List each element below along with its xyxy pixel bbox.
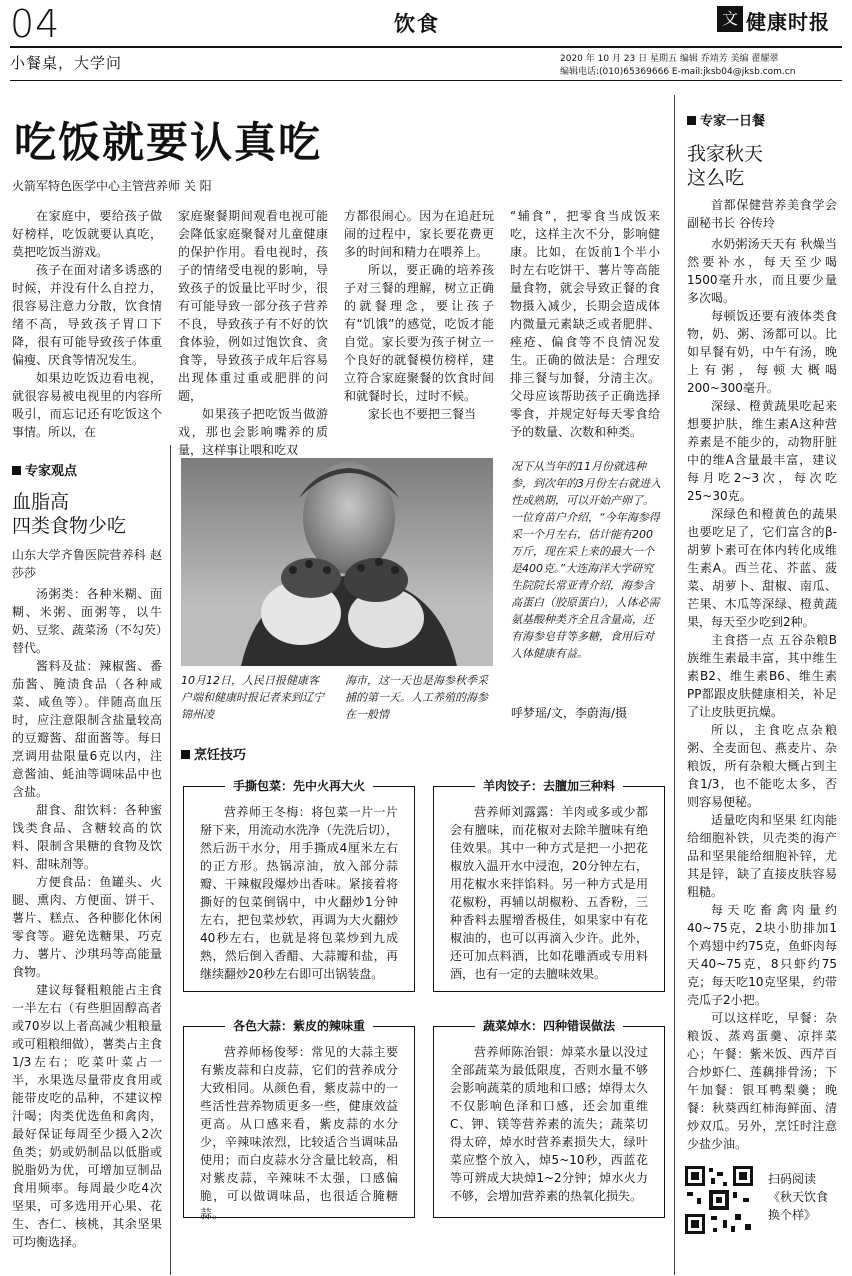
paragraph: 孩子在面对诸多诱惑的时候，并没有什么自控力，很容易注意力分散，饮食情绪不高，导致孩子胃口下降，很有可能导致孩子体重偏瘦、厌食等情况发生。 [12,263,162,367]
label-text: 专家一日餐 [700,114,766,129]
paragraph: 方便食品：鱼罐头、火腿、熏肉、方便面、饼干、薯片、糕点、各种膨化休闲零食等。避免选糖果、巧克力、薯片、沙琪玛等高能量食物。 [12,875,162,979]
paragraph: 所以，主食吃点杂粮粥、全麦面包、燕麦片、杂粮饭，所有杂粮大概占到主食1/3，也不能吃太多，否则容易便秘。 [687,723,837,809]
cooking-tips-label [181,744,246,763]
tip-card [183,779,415,992]
tip-card-text: 营养师陈治银：焯菜水量以没过全部蔬菜为最低限度，否则水量不够会影响蔬菜的质地和口感；焯得太久不仅影响色泽和口感，还会加重维C、钾、镁等营养素的流失；蔬菜切得太碎，焯水时营养素损失大，绿叶菜应整个放入，焯5~10秒，西蓝花等可辨成大块焯1~2分钟；焯水火力不够，会增加营养素的热氧化损失。 [450,1045,648,1203]
article-column-2 [178,207,328,459]
tip-card-title: 手撕包菜：先中火再大火 [225,777,373,794]
photo-caption-part3: 况下从当年的11月份就选种参，到次年的3月份左右就进入性成熟期，可以开始产卵了。一位育苗户介绍，“今年海参得采一个月左右，估计能有200万斤，现在采上来的最大一个是400克。”大连海洋大学研究生院院长常亚青介绍，海参含高蛋白（胶原蛋白），人体必需氨基酸种类齐全且含量高，还有海参皂苷等多糖，食用后对人体健康有益。 [511,460,661,660]
qr-pattern [683,1164,755,1236]
qr-caption [768,1170,844,1224]
paragraph: 水奶粥汤天天有 秋燥当然要补水，每天至少喝1500毫升水，而且要少量多次喝。 [687,237,837,305]
article-column-3 [344,207,494,423]
photo-caption-part2: 海市，这一天也是海参秋季采捕的第一天。人工养殖的海参在一般情 [345,674,488,721]
editor-contact: 编辑电话:(010)65369666 E-mail:jksb04@jksb.com.cn [560,67,796,77]
expert-view-author: 山东大学齐鲁医院营养科 赵莎莎 [12,548,162,580]
expert-view-title-2: 四类食物少吃 [12,515,127,537]
expert-day-author: 首都保健营养美食学会副秘书长 谷传玲 [687,198,837,230]
paragraph: 主食搭一点 五谷杂粮B族维生素最丰富，其中维生素B2、维生素B6、维生素PP都跟皮肤健康相关，补足了让皮肤更抗燥。 [687,633,837,719]
paragraph: 深绿色和橙黄色的蔬果也要吃足了，它们富含的β-胡萝卜素可在体内转化成维生素A。西兰花、芥蓝、菠菜、胡萝卜、甜椒、南瓜、芒果、木瓜等深绿、橙黄蔬果，每天至少吃到2种。 [687,507,837,629]
paragraph: 每天吃畜禽肉量约40~75克，2块小肋排加1个鸡翅中约75克，鱼虾肉每天40~75克，8只虾约75克；每天吃10克坚果，约带壳瓜子2小把。 [687,903,837,1007]
paragraph: 适量吃肉和坚果 红肉能给细胞补铁，贝壳类的海产品和坚果能给细胞补锌，尤其是锌，缺了直接皮肤容易粗糙。 [687,813,837,899]
paragraph: 每顿饭还要有液体类食物，奶、粥、汤都可以。比如早餐有奶，中午有汤，晚上有粥，每顿大概喝200~300毫升。 [687,309,837,395]
expert-day-title-2: 这么吃 [687,167,745,189]
article-column-1 [12,207,162,441]
section-marker-icon [181,750,190,759]
headline: 吃饭就要认真吃 [14,118,323,167]
expert-view-title-1: 血脂高 [12,491,70,513]
tip-card-text: 营养师刘露露：羊肉或多或少都会有膻味，而花椒对去除羊膻味有绝佳效果。其中一种方式是把一小把花椒放入温开水中浸泡，20分钟左右，用花椒水来拌馅料。另一种方式是用花椒粉，再辅以胡椒粉、五香粉，三种香料去腥增香极佳，如果家中有花椒油的，也可以再滴入少许。此外，还可加点料酒，比如花雕酒或专用料酒，也有一定的去膻味效果。 [450,805,648,981]
newspaper-logo-icon: 文 [717,6,743,32]
paragraph: 汤粥类：各种米糊、面糊、米粥、面粥等，以牛奶、豆浆、蔬菜汤（不勾芡）替代。 [12,587,163,655]
tip-card-text: 营养师王冬梅：将包菜一片一片掰下来，用流动水洗净（先洗后切），然后沥干水分，用手撕成4厘米左右的正方形。热锅凉油，放入部分蒜瓣、干辣椒段爆炒出香味。紧接着将撕好的包菜倒锅中，中火翻炒1分钟左右，把包菜炒软，再调为大火翻炒40秒左右，也就是将包菜炒到九成熟，然后倒入香醋、大蒜瓣和盐，再继续翻炒20秒左右即可出锅装盘。 [200,805,399,981]
newspaper-name: 健康时报 [746,10,830,34]
tip-card-title: 羊肉饺子：去膻加三种料 [475,777,623,794]
tip-card-title: 各色大蒜：紫皮的辣味重 [225,1017,373,1034]
tip-card-title: 蔬菜焯水：四种错误做法 [475,1017,623,1034]
article-column-4 [510,207,660,441]
paragraph: 如果孩子把吃饭当做游戏，那也会影响嘴养的质量，这样事让喂和吃双 [178,407,328,457]
paragraph: 甜食、甜饮料：各种蜜饯类食品、含糖较高的饮料、限制含果糖的食物及饮料、甜味剂等。 [12,803,162,871]
paragraph: 方都很闹心。因为在追赶玩闹的过程中，家长要花费更多的时间和精力在喂养上。 [344,209,494,259]
paragraph: 家长也不要把三餐当 [368,407,477,421]
column-name: 小餐桌，大学问 [10,54,123,72]
column-divider [674,95,675,1275]
tip-card [183,1019,415,1221]
paragraph: “辅食”，把零食当成饭来吃，这样主次不分，影响健康。比如，在饭前1个半小时左右吃饼干、薯片等高能量食物，就会导致正餐的食物摄入减少，长期会造成体内微量元素缺乏或者肥胖、痤疮、偏食等不良情况发生。正确的做法是：合理安排三餐与加餐，分清主次。父母应该帮助孩子正确选择零食，并规定好每天零食给予的数量、次数和种类。 [510,209,660,439]
page-number: 04 [10,2,61,46]
expert-view-label [12,460,77,479]
photo-credit: 呼梦瑶/文，李蔚海/摄 [511,706,628,720]
qr-code-icon[interactable] [683,1164,755,1236]
label-text: 专家观点 [25,464,78,479]
qr-caption-line: 换个样》 [768,1208,817,1222]
paragraph: 在家庭中，要给孩子做好榜样，吃饭就要认真吃，莫把吃饭当游戏。 [12,209,162,259]
paragraph: 可以这样吃，早餐：杂粮饭、蒸鸡蛋羹、凉拌菜心；午餐：紫米饭、西芹百合炒虾仁、莲藕排骨汤；下午加餐：银耳鸭梨羹；晚餐：秋葵西红柿海鲜面、清炒双瓜。另外，烹饪时注意少盐少油。 [687,1011,837,1151]
paragraph: 建议每餐粗粮能占主食一半左右（有些胆固醇高者或70岁以上者高减少粗粮量或可粗粮细做），薯类占主食1/3左右；吃菜叶菜占一半，水果选尽量带皮食用或能带皮吃的品种，不建议榨汁喝；肉类优选鱼和禽肉，最好保证每周至少摄入2次鱼类；奶或奶制品以低脂或脱脂奶为优，可增加豆制品食用频率。每周最少吃4次坚果，可多选用开心果、花生、杏仁、核桃，其余坚果可均衡选择。 [12,983,163,1249]
tip-card [433,779,665,992]
issue-meta: 2020 年 10 月 23 日 星期五 编辑 乔靖芳 美编 翟耀翠 [560,54,779,64]
photo-caption-part1: 10月12日，人民日报健康客户端和健康时报记者来到辽宁锦州凌 [181,674,324,721]
tip-card-text: 营养师杨俊琴：常见的大蒜主要有紫皮蒜和白皮蒜，它们的营养成分大致相同。从颜色看，紫皮蒜中的一些活性营养物质更多一些，健康效益更高。从口感来看，紫皮蒜的水分少，辛辣味浓烈，比较适合当调味品使用；而白皮蒜水分含量比较高，相对紫皮蒜，辛辣味不太强，口感偏脆，可以做调味品，也很适合腌糖蒜。 [200,1045,398,1221]
tip-card [433,1019,665,1218]
expert-day-body [687,235,837,1153]
photo-illustration [181,458,493,666]
qr-caption-line: 《秋天饮食 [768,1190,829,1204]
byline: 火箭军特色医学中心主管营养师 关 阳 [12,179,212,193]
paragraph: 如果边吃饭边看电视，就很容易被电视里的内容所吸引，而忘记还有吃饭这个事情。所以，在 [12,371,162,439]
column-divider [170,445,171,1275]
sea-cucumber-photo [181,458,493,666]
paragraph: 深绿、橙黄蔬果吃起来 想要护肤，维生素A这种营养素是不能少的，动物肝脏中的维A含量最丰富，建议每月吃2~3次，每次吃25~30克。 [687,399,837,503]
paragraph: 家庭聚餐期间观看电视可能会降低家庭聚餐对儿童健康的保护作用。看电视时，孩子的情绪受电视的影响，导致孩子的饭量比平时少，很有可能导致一部分孩子营养不良，导致孩子有不好的饮食体验，例如过饱饮食、贪食等，导致孩子成年后容易出现体重过重或肥胖的问题， [178,209,328,403]
label-text: 烹饪技巧 [194,748,247,763]
expert-day-title-1: 我家秋天 [687,143,764,165]
top-rule [10,46,842,48]
qr-caption-line: 扫码阅读 [768,1172,817,1186]
paragraph: 酱料及盐：辣椒酱、番茄酱、腌渍食品（各种咸菜、咸鱼等）。伴随高血压时，应注意限制含盐量较高的豆瓣酱、甜面酱等。每日烹调用盐限量6克以内，注意酱油、蚝油等调味品中也含盐。 [12,659,162,799]
section-marker-icon [12,466,21,475]
section-title: 饮食 [394,11,440,36]
section-marker-icon [687,116,696,125]
expert-day-label [687,110,765,129]
expert-view-body [12,585,162,1251]
header-rule [10,80,842,81]
paragraph: 所以，要正确的培养孩子对三餐的理解，树立正确的就餐理念，要让孩子有“饥饿”的感觉，吃饭才能自觉。家长要为孩子树立一个良好的就餐模仿榜样，建立符合家庭聚餐的饮食时间和就餐时长，过时不候。 [344,263,494,403]
